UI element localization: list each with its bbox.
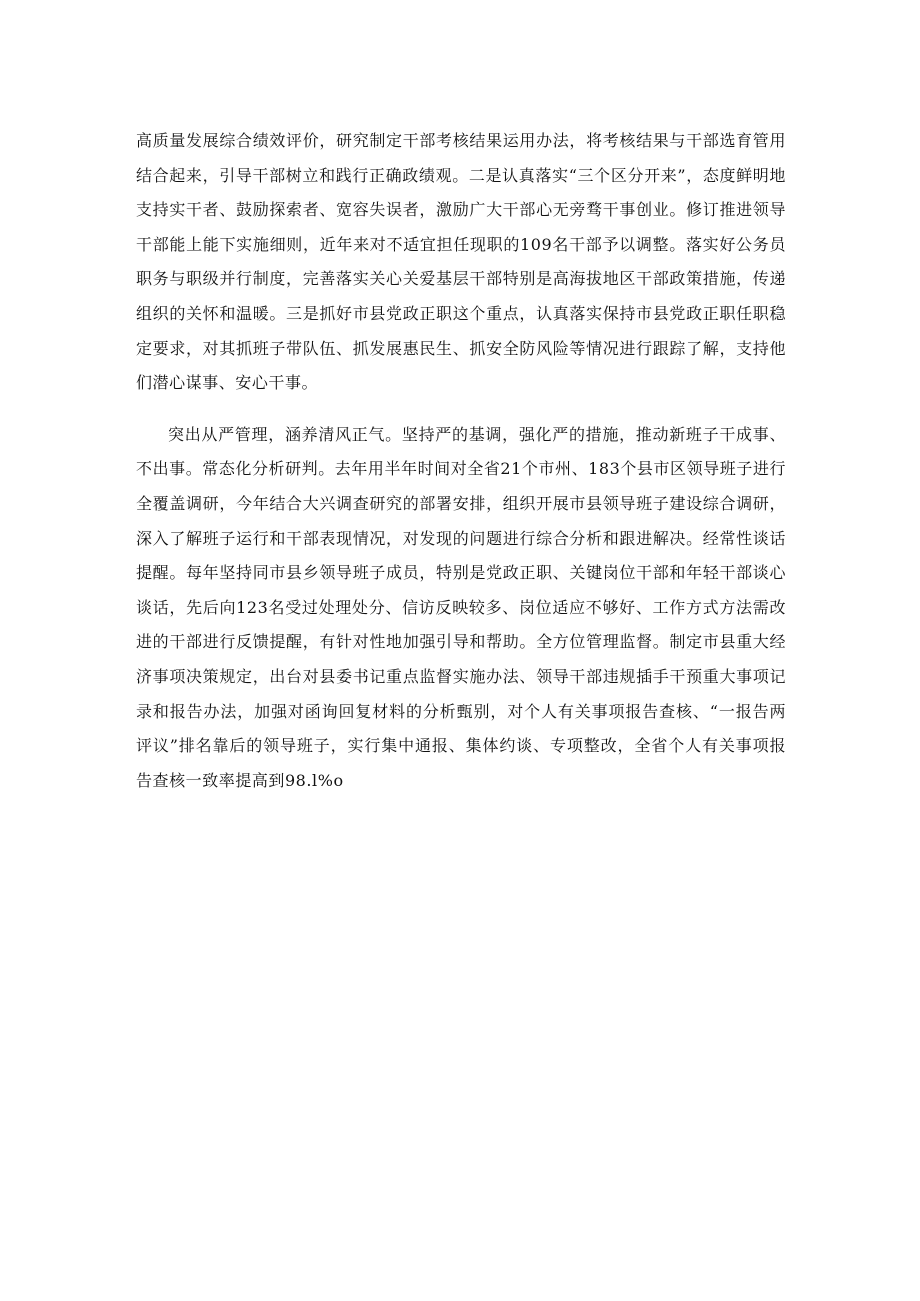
document-body [136,124,786,798]
paragraph-2: 突出从严管理，涵养清风正气。坚持严的基调，强化严的措施，推动新班子干成事、不出事。常态化分析研判。去年用半年时间对全省21个市州、183个县市区领导班子进行全覆盖调研，今年结合大兴调查研究的部署安排，组织开展市县领导班子建设综合调研，深入了解班子运行和干部表现情况，对发现的问题进行综合分析和跟进解决。经常性谈话提醒。每年坚持同市县乡领导班子成员，特别是党政正职、关键岗位干部和年轻干部谈心谈话，先后向123名受过处理处分、信访反映较多、岗位适应不够好、工作方式方法需改进的干部进行反馈提醒，有针对性地加强引导和帮助。全方位管理监督。制定市县重大经济事项决策规定，出台对县委书记重点监督实施办法、领导干部违规插手干预重大事项记录和报告办法，加强对函询回复材料的分析甄别，对个人有关事项报告查核、“一报告两评议”排名靠后的领导班子，实行集中通报、集体约谈、专项整改，全省个人有关事项报告查核一致率提高到98.l%o [136,424,786,790]
paragraph-1: 高质量发展综合绩效评价，研究制定干部考核结果运用办法，将考核结果与干部选育管用结合起来，引导干部树立和践行正确政绩观。二是认真落实“三个区分开来”，态度鲜明地支持实干者、鼓励探索者、宽容失误者，激励广大干部心无旁骛干事创业。修订推进领导干部能上能下实施细则，近年来对不适宜担任现职的109名干部予以调整。落实好公务员职务与职级并行制度，完善落实关心关爱基层干部特别是高海拔地区干部政策措施，传递组织的关怀和温暖。三是抓好市县党政正职这个重点，认真落实保持市县党政正职任职稳定要求，对其抓班子带队伍、抓发展惠民生、抓安全防风险等情况进行跟踪了解，支持他们潜心谋事、安心干事。 [136,131,786,393]
